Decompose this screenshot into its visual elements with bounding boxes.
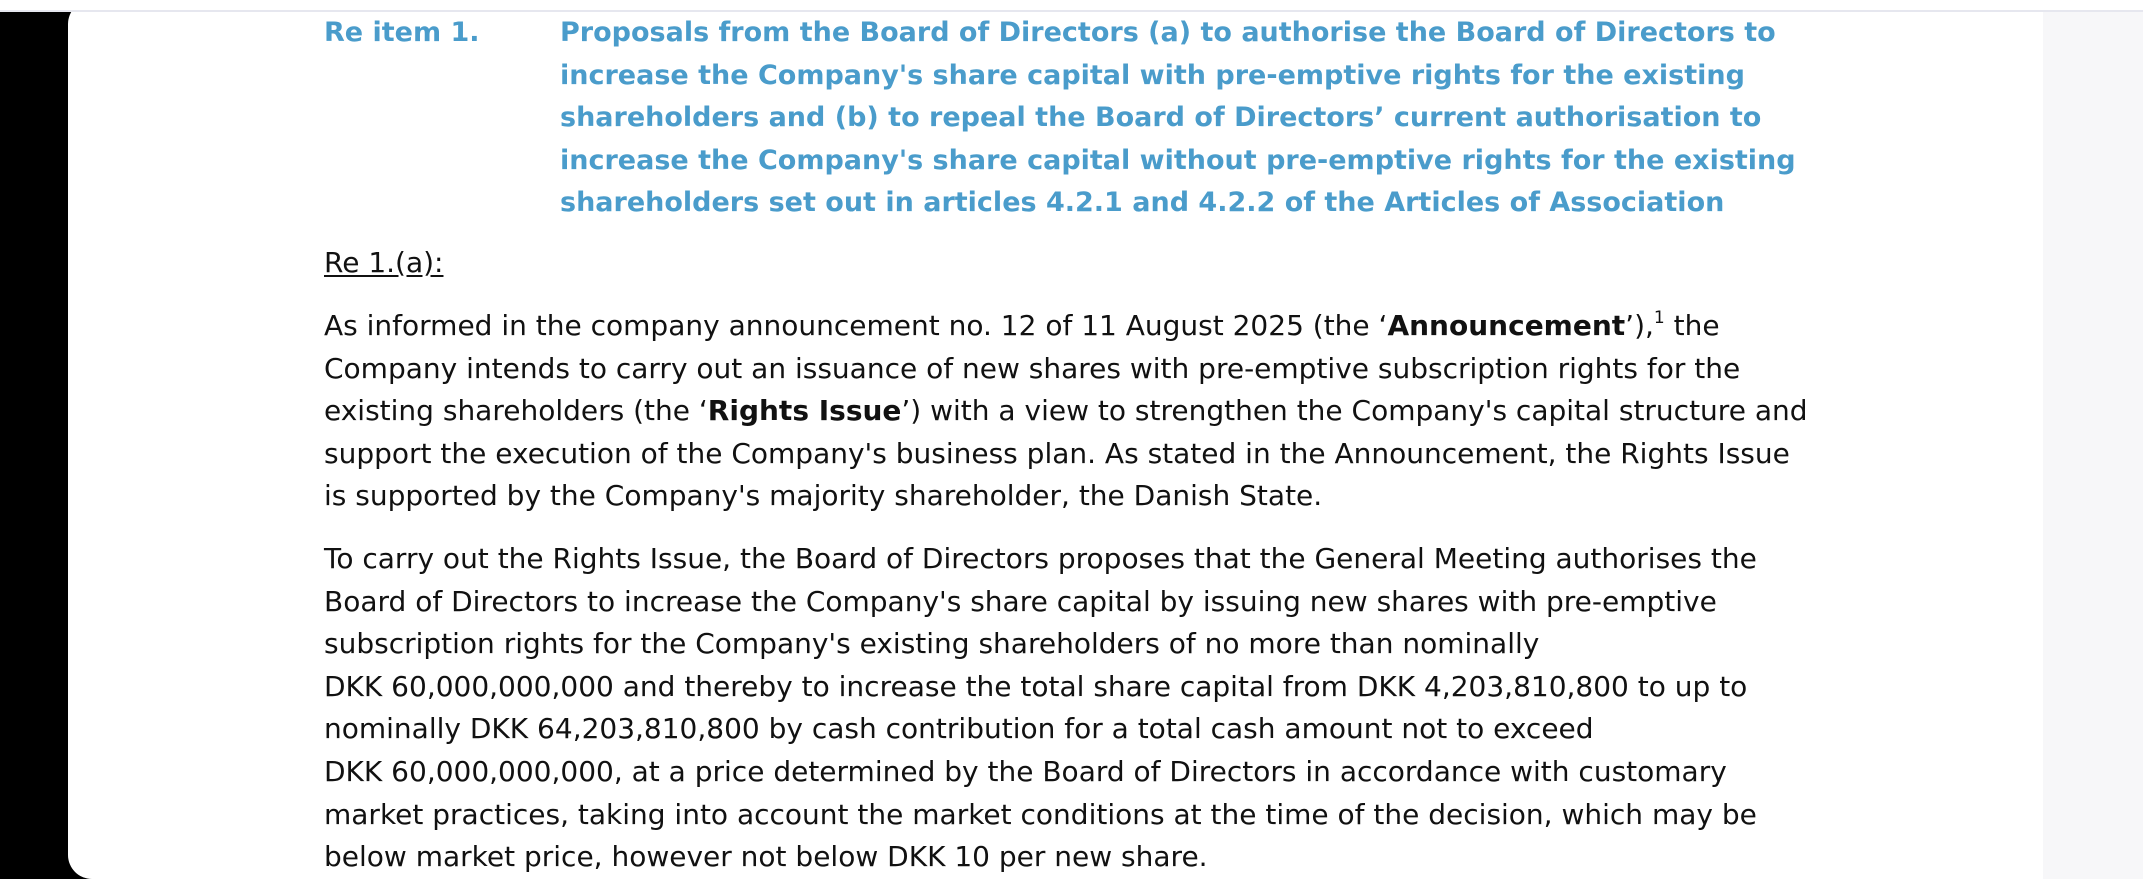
item-title: Proposals from the Board of Directors (a) to authorise the Board of Directors to increase the Company's share capital with pre-emptive rights for the existing shareholders and (b) to repeal the Board of Directors’ current authorisation to increase the Company's share capital without pre-emptive rights for the existing shareholders set out in articles 4.2.1 and 4.2.2 of the Articles of Association: [560, 17, 1796, 219]
amount-max-nominal: DKK 60,000,000,000: [324, 669, 614, 703]
window-frame-left: [0, 0, 92, 879]
amount-current-capital: DKK 4,203,810,800: [1356, 669, 1629, 703]
amount-new-capital: DKK 64,203,810,800: [469, 712, 760, 746]
top-divider: [0, 0, 2143, 12]
subheading: Re 1.(a):: [324, 246, 444, 279]
paragraph-announcement: As informed in the company announcement no. 12 of 11 August 2025 (the ‘Announcement’),$^1$ the Company intends to carry out an issuance of new shares with pre-emptive subscription rights for the existing shareholders (the ‘Rights Issue’) with a view to strengthen the Company's capital structure and support the execution of the Company's business plan. As stated in the Announcement, the Rights Issue is supported by the Company's majority shareholder, the Danish State.: [324, 308, 1808, 513]
window-frame-right: [2043, 0, 2143, 879]
footnote-marker[interactable]: 1: [1653, 308, 1665, 328]
paragraph-authorisation: To carry out the Rights Issue, the Board of Directors proposes that the General Meeting authorises the Board of Directors to increase the Company's share capital by issuing new shares with pre-emptive subscription rights for the Company's existing shareholders of no more than nominally DKK 60,000,000,000 and thereby to increase the total share capital from DKK 4,203,810,800 to up to nominally DKK 64,203,810,800 by cash contribution for a total cash amount not to exceed DKK 60,000,000,000, at a price determined by the Board of Directors in accordance with customary market practices, taking into account the market conditions at the time of the decision, which may be below market price, however not below DKK 10 per new share.: [324, 542, 1757, 874]
document-page[interactable]: [92, 12, 2043, 879]
amount-min-price: DKK 10: [887, 840, 990, 874]
amount-cash-limit: DKK 60,000,000,000: [324, 754, 614, 788]
defined-term-announcement: Announcement: [1387, 309, 1626, 342]
item-label: Re item 1.: [324, 17, 480, 48]
defined-term-rights-issue: Rights Issue: [707, 394, 902, 428]
